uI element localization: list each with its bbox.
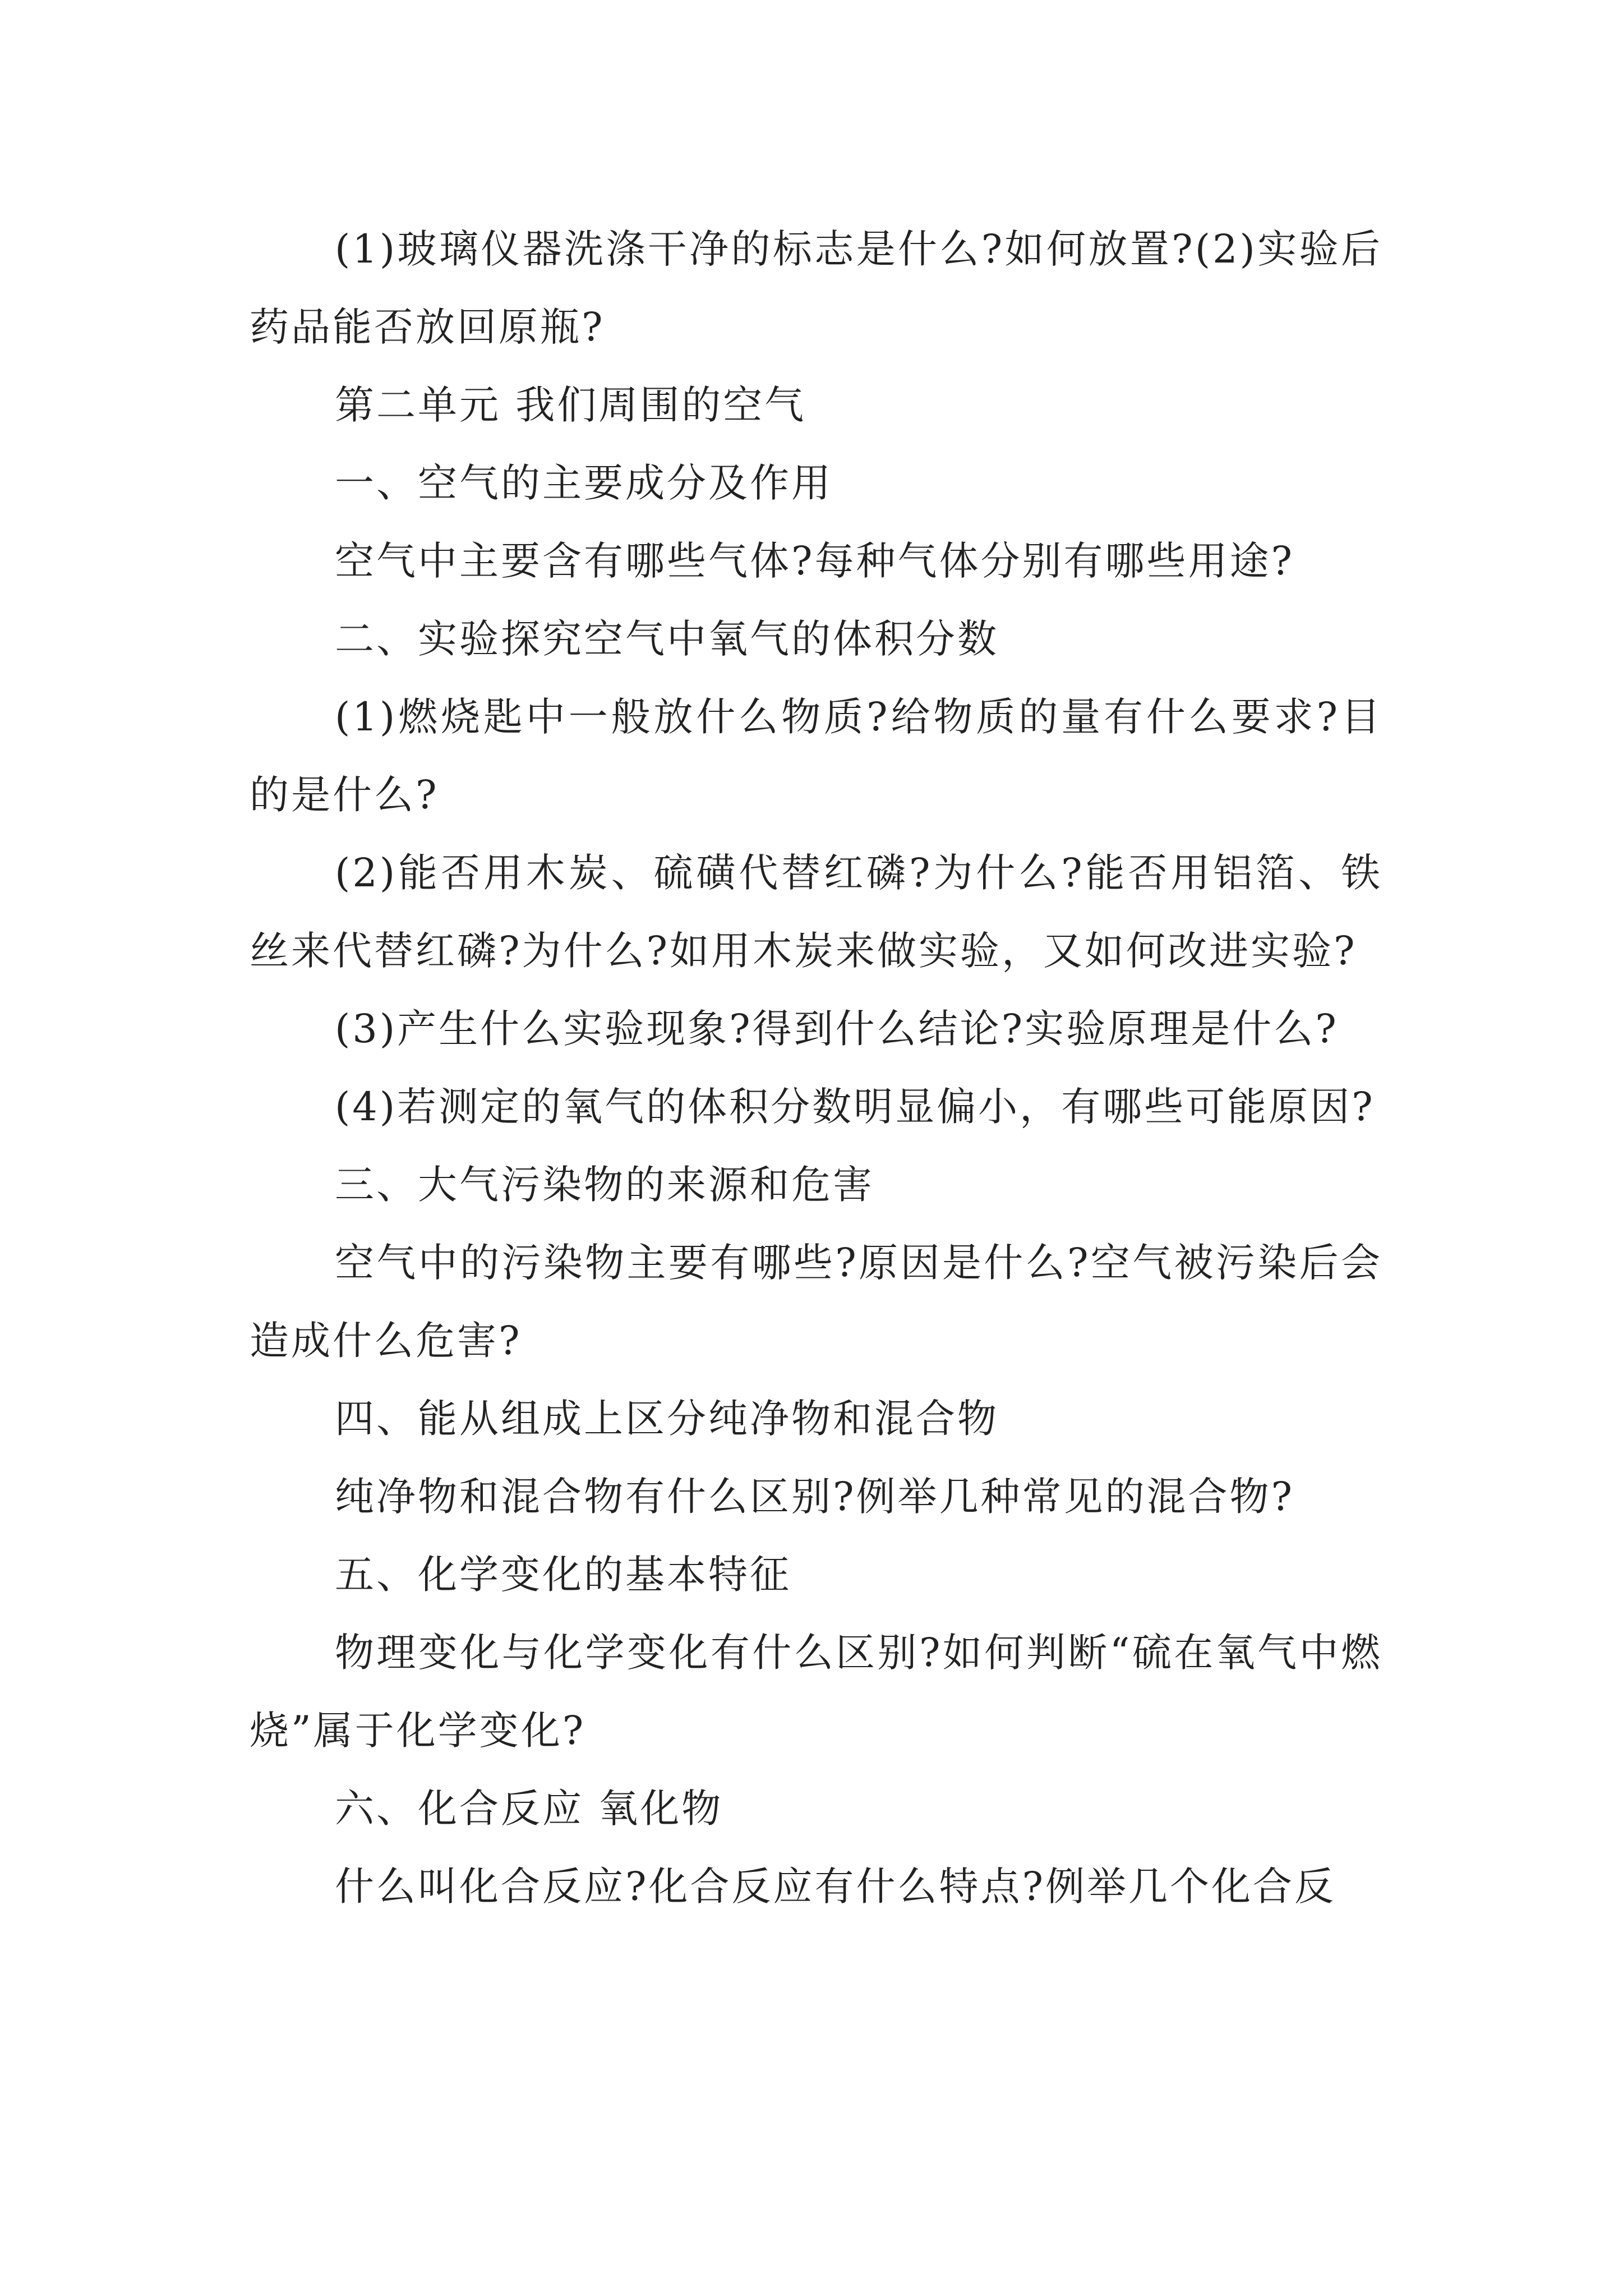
paragraph-combustion-spoon: (1)燃烧匙中一般放什么物质?给物质的量有什么要求?目的是什么? bbox=[250, 694, 1382, 818]
section-heading-oxygen-volume: 二、实验探究空气中氧气的体积分数 bbox=[335, 616, 999, 662]
section-heading-combination-reaction: 六、化合反应 氧化物 bbox=[335, 1786, 723, 1832]
paragraph-pollutants: 空气中的污染物主要有哪些?原因是什么?空气被污染后会造成什么危害? bbox=[250, 1240, 1382, 1364]
paragraph-red-phosphorus-substitute: (2)能否用木炭、硫磺代替红磷?为什么?能否用铝箔、铁丝来代替红磷?为什么?如用木炭来做实验，又如何改进实验? bbox=[250, 850, 1382, 974]
unit-heading-air: 第二单元 我们周围的空气 bbox=[335, 382, 806, 428]
paragraph-measurement-error: (4)若测定的氧气的体积分数明显偏小，有哪些可能原因? bbox=[335, 1084, 1375, 1130]
document-body bbox=[250, 210, 1382, 1926]
paragraph-combination-reaction: 什么叫化合反应?化合反应有什么特点?例举几个化合反 bbox=[335, 1864, 1336, 1910]
paragraph-pure-vs-mixture: 纯净物和混合物有什么区别?例举几种常见的混合物? bbox=[335, 1474, 1295, 1520]
section-heading-pure-mixture: 四、能从组成上区分纯净物和混合物 bbox=[335, 1396, 999, 1442]
section-heading-chemical-change: 五、化学变化的基本特征 bbox=[335, 1552, 791, 1598]
paragraph-physical-vs-chemical: 物理变化与化学变化有什么区别?如何判断“硫在氧气中燃烧”属于化学变化? bbox=[250, 1630, 1382, 1754]
paragraph-experiment-phenomena: (3)产生什么实验现象?得到什么结论?实验原理是什么? bbox=[335, 1006, 1339, 1052]
section-heading-air-pollution: 三、大气污染物的来源和危害 bbox=[335, 1162, 874, 1208]
section-heading-air-composition: 一、空气的主要成分及作用 bbox=[335, 460, 833, 506]
paragraph-glassware-cleaning: (1)玻璃仪器洗涤干净的标志是什么?如何放置?(2)实验后药品能否放回原瓶? bbox=[250, 226, 1382, 350]
paragraph-air-gases: 空气中主要含有哪些气体?每种气体分别有哪些用途? bbox=[335, 538, 1295, 584]
